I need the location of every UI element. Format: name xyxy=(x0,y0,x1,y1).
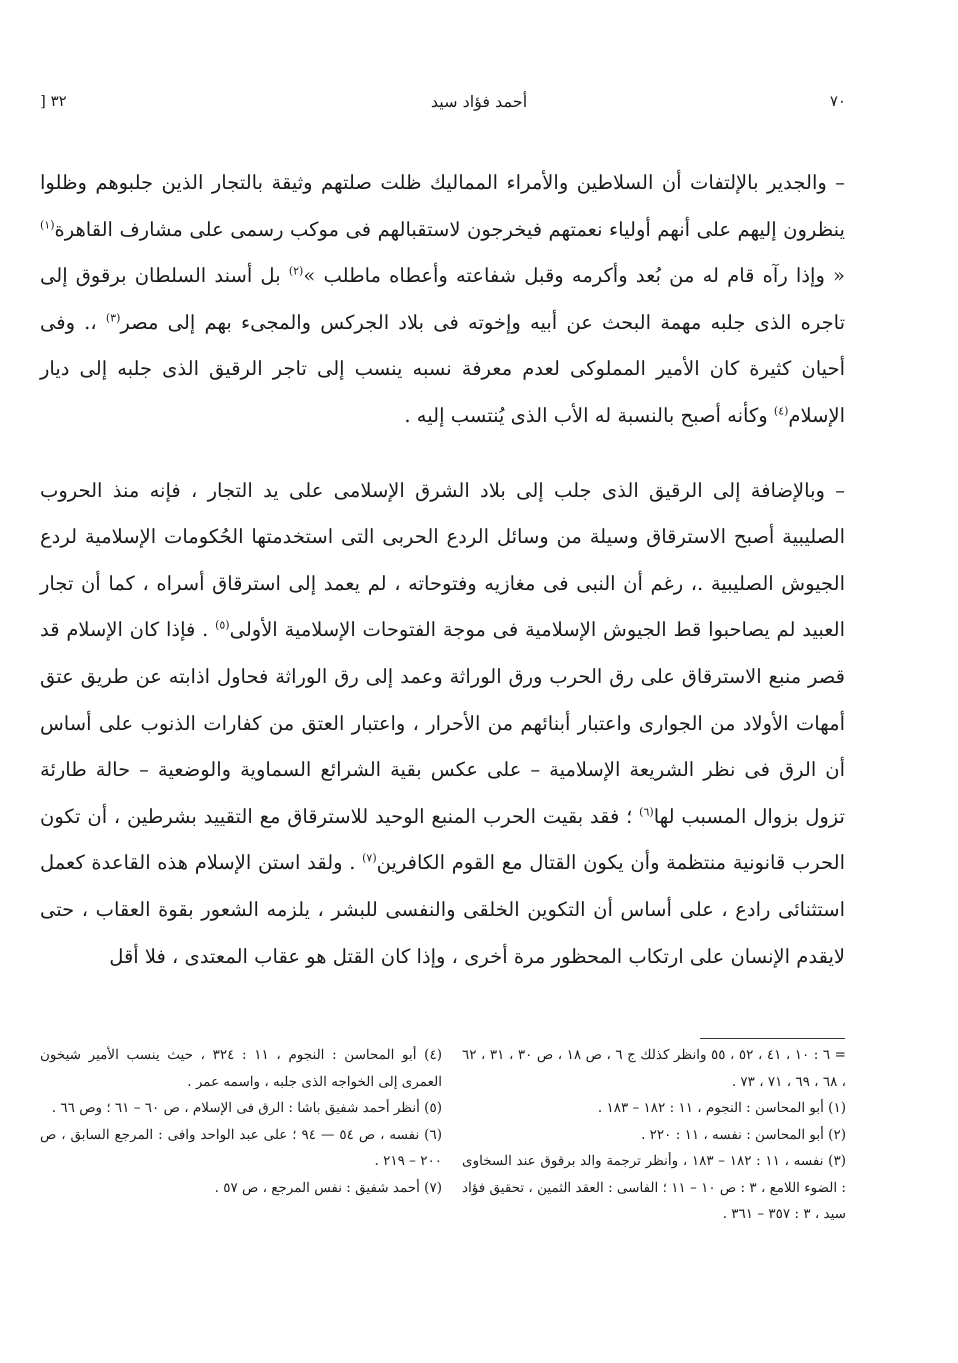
footnote-4: (٤) أبو المحاسن : النجوم ، ١١ : ٣٢٤ ، حيث ينسب الأمير شيخون العمرى إلى الخواجه الذى جلبه ، واسمه عمر . xyxy=(40,1047,442,1090)
paragraph-text: . فإذا كان الإسلام قد قصر منبع الاسترقاق على رق الحرب ورق الوراثة وعمد إلى رق الوراثة فحاول اذابته عن طريق عتق أمهات الأولاد من الجوارى واعتبار أبنائهم من الأحرار ، واعتبار العتق من كفارات الذنوب على أساس أن الرق فى نظر الشريعة الإسلامية – على عكس بقية الشرائع السماوية والوضعية – حالة طارئة تزول بزوال المسبب لها xyxy=(40,618,845,828)
paragraph-text: ؛ فقد بقيت الحرب المنبع الوحيد للاسترقاق مع التقييد بشرطين ، أن تكون الحرب قانونية منتظمة وأن يكون القتال مع القوم الكافرين xyxy=(40,804,846,875)
paragraph-text: بل أسند السلطان برقوق إلى تاجره الذى جلبه مهمة البحث عن أبيه وإخوته فى بلاد الجركس والمجىء بهم إلى مصر xyxy=(40,264,845,334)
paragraph-2 xyxy=(40,468,845,981)
footnote-continuation: = ٦ : ١٠ ، ٤١ ، ٥٢ ، ٥٥ وانظر كذلك ج ٦ ، ص ١٨ ، ص ٣٠ ، ٣١ ، ٦٢ ، ٦٨ ، ٦٩ ، ٧١ ، ٧٣ . xyxy=(462,1047,846,1090)
paragraph-text: – والجدير بالإلتفات أن السلاطين والأمراء المماليك ظلت صلتهم وثيقة بالتجار الذين جلبوهم وظلوا ينظرون إليهم على أنهم أولياء نعمتهم فيخرجون لاستقبالهم فى موكب رسمى على مشارف القاهرة xyxy=(40,171,845,241)
paragraph-spacer xyxy=(40,440,845,468)
footnote-ref: (٧) xyxy=(362,851,377,865)
paragraph-text: . ولقد استن الإسلام هذه القاعدة كعمل استثنائى رادع ، على أساس أن التكوين الخلقى والنفسى للبشر ، يلزمه الشعور بقوة العقاب ، حتى لايقدم الإنسان على ارتكاب المحظور مرة أخرى ، وإذا كان القتل هو عقاب المعتدى ، فلا أقل xyxy=(40,851,845,968)
footnote-ref: (١) xyxy=(40,218,55,232)
running-title: أحمد فؤاد سيد xyxy=(430,92,528,111)
paragraph-text: ،. وفى أحيان كثيرة كان الأمير المملوكى لعدم معرفة نسبه ينسب إلى تاجر الرقيق الذى جلبه إلى ديار الإسلام xyxy=(40,310,845,427)
footnote-3: (٣) نفسه ، ١١ : ١٨٢ – ١٨٣ ، وأنظر ترجمة والد برقوق عند السخاوى : الضوء اللامع ، ٣ : ص ١٠ – ١١ ؛ الفاسى : العقد الثمين ، تحقيق فؤاد سيد ، ٣ : ٣٥٧ – ٣٦١ . xyxy=(462,1153,846,1222)
footnote-ref: (٢) xyxy=(288,264,304,278)
footnote-7: (٧) أحمد شفيق : نفس المرجع ، ص ٥٧ . xyxy=(214,1179,442,1196)
paragraph-text: – وبالإضافة إلى الرقيق الذى جلب إلى بلاد الشرق الإسلامى على يد التجار ، فإنه منذ الحروب الصليبية أصبح الاسترقاق وسيلة من وسائل الردع الحربى التى استخدمتها الحُكومات الإسلامية لردع الجيوش الصليبية .، رغم أن النبى فى مغازيه وفتوحاته ، لم يعمد إلى استرقاق أسراه ، كما أن تجار العبيد لم يصاحبوا قط الجيوش الإسلامية فى موجة الفتوحات الإسلامية الأولى xyxy=(40,478,845,642)
page-number: ٧٠ xyxy=(829,92,846,110)
footnote-divider xyxy=(700,1038,845,1039)
footnote-ref: (٣) xyxy=(105,311,121,325)
footnote-ref: (٤) xyxy=(773,404,789,418)
page-header xyxy=(0,92,958,122)
paragraph-text: وكأنه أصبح بالنسبة له الأب الذى يُنتسب إليه . xyxy=(404,403,768,427)
footnote-5: (٥) أنظر أحمد شفيق باشا : الرق فى الإسلام ، ص ٦٠ – ٦١ ؛ وص ٦٦ . xyxy=(51,1100,442,1116)
paragraph-1 xyxy=(40,160,845,440)
footnote-2: (٢) أبو المحاسن : نفسه ، ١١ : ٢٢٠ . xyxy=(641,1126,846,1143)
paragraph-text: « وإذا رآه قام له من بُعد وأكرمه وقبل شفاعته وأعطاه ماطلب » xyxy=(303,264,845,288)
footnote-1: (١) أبو المحاسن : النجوم ، ١١ : ١٨٢ – ١٨٣ . xyxy=(597,1100,846,1116)
footnote-6: (٦) نفسه ، ص ٥٤ — ٩٤ ؛ على عبد الواحد وافى : المرجع السابق ، ص ٢٠٠ – ٢١٩ . xyxy=(40,1126,442,1169)
footnotes-left-column xyxy=(40,1042,442,1201)
footnote-ref: (٥) xyxy=(215,618,230,632)
main-text xyxy=(40,160,845,980)
bracket-number: ٣٢ [ xyxy=(40,92,67,110)
footnotes-right-column xyxy=(462,1042,846,1228)
footnote-ref: (٦) xyxy=(639,805,654,819)
